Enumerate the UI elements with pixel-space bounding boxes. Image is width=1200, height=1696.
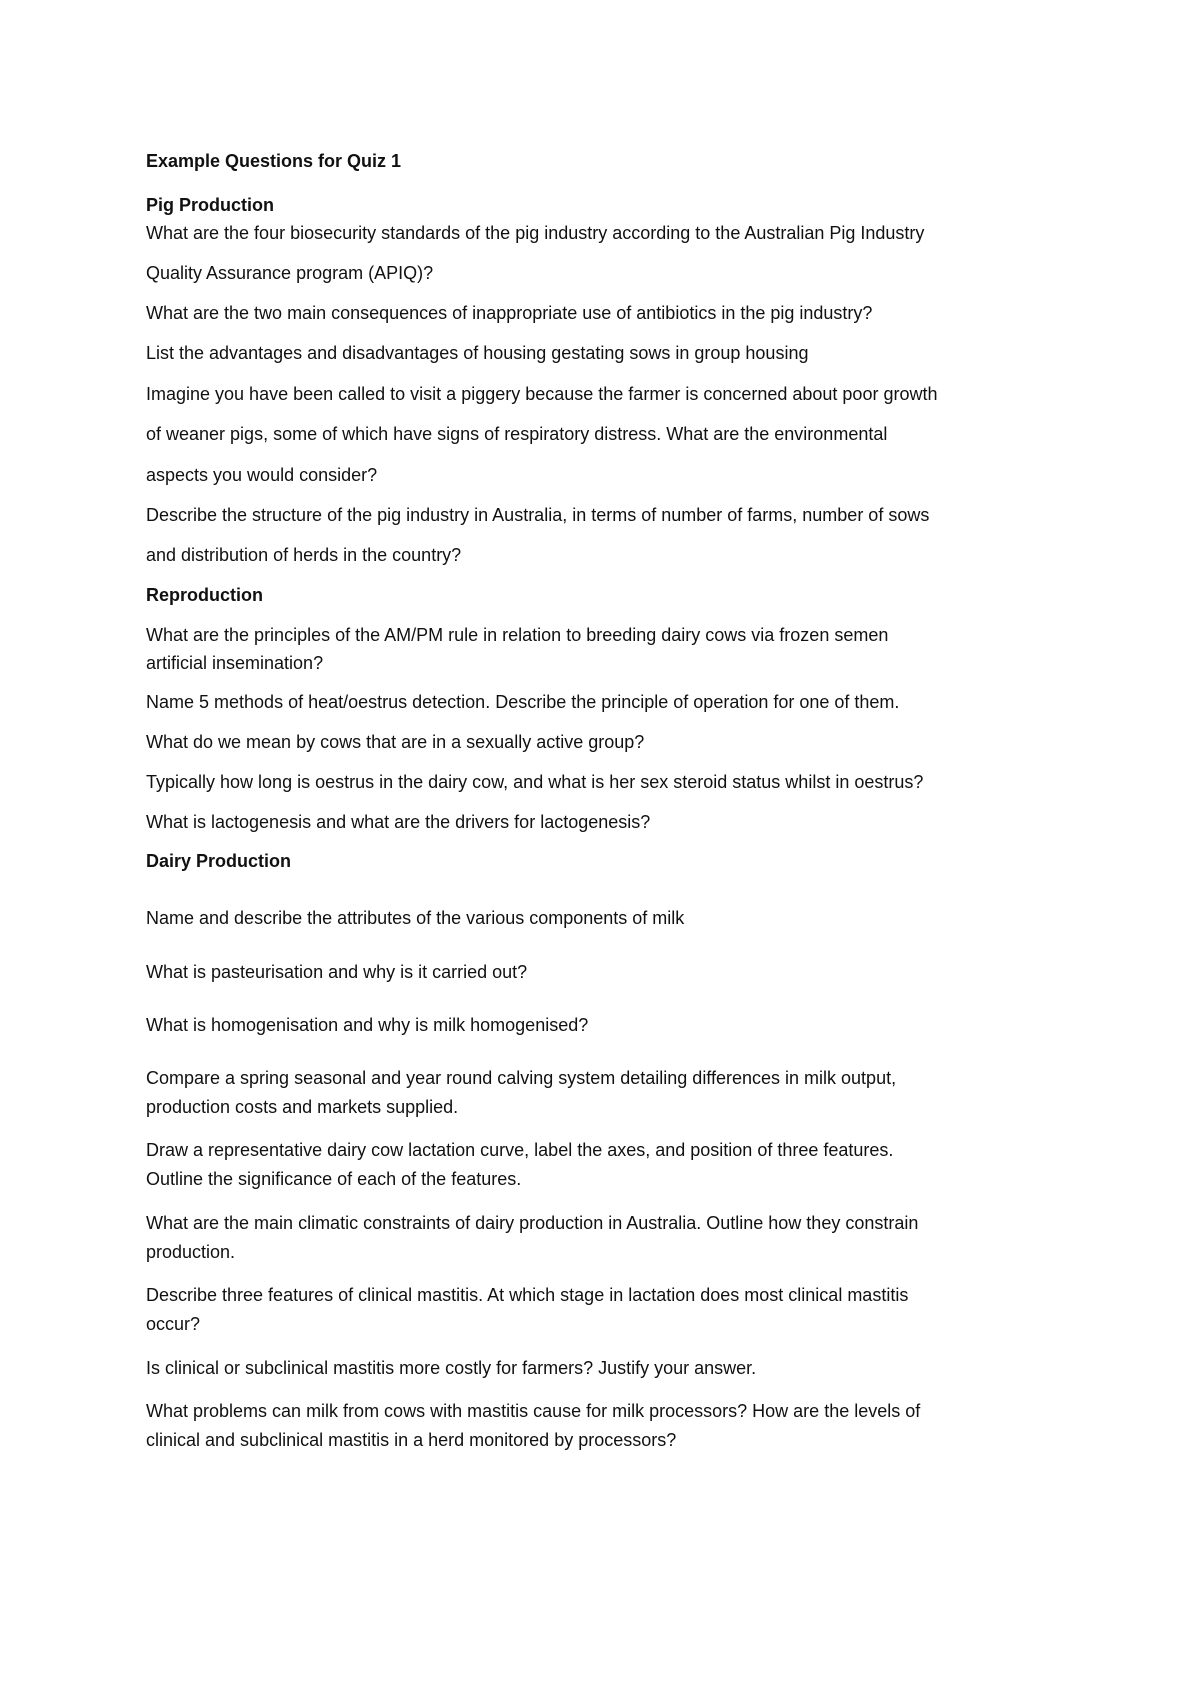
section-heading-reproduction: Reproduction: [146, 585, 263, 605]
question-line: Describe the structure of the pig industry in Australia, in terms of number of farms, number of sows: [146, 505, 930, 525]
question-line: occur?: [146, 1314, 201, 1334]
question-line: What is pasteurisation and why is it carried out?: [146, 962, 528, 982]
question-line: List the advantages and disadvantages of housing gestating sows in group housing: [146, 343, 809, 363]
document-title: Example Questions for Quiz 1: [146, 151, 402, 171]
question-line: Is clinical or subclinical mastitis more costly for farmers? Justify your answer.: [146, 1358, 757, 1378]
question-line: clinical and subclinical mastitis in a herd monitored by processors?: [146, 1430, 677, 1450]
question-line: Name 5 methods of heat/oestrus detection. Describe the principle of operation for one of them.: [146, 692, 900, 712]
question-line: of weaner pigs, some of which have signs of respiratory distress. What are the environmental: [146, 424, 888, 444]
question-line: Draw a representative dairy cow lactation curve, label the axes, and position of three features.: [146, 1140, 894, 1160]
question-line: production.: [146, 1242, 236, 1262]
question-line: production costs and markets supplied.: [146, 1097, 459, 1117]
question-line: artificial insemination?: [146, 653, 324, 673]
question-line: Outline the significance of each of the features.: [146, 1169, 522, 1189]
question-line: What do we mean by cows that are in a sexually active group?: [146, 732, 645, 752]
question-line: Typically how long is oestrus in the dairy cow, and what is her sex steroid status whilst in oestrus?: [146, 772, 924, 792]
question-line: Imagine you have been called to visit a piggery because the farmer is concerned about poor growth: [146, 384, 938, 404]
question-line: What problems can milk from cows with mastitis cause for milk processors? How are the levels of: [146, 1401, 921, 1421]
question-line: What are the two main consequences of inappropriate use of antibiotics in the pig industry?: [146, 303, 873, 323]
question-line: Describe three features of clinical mastitis. At which stage in lactation does most clinical mastitis: [146, 1285, 909, 1305]
question-line: What are the four biosecurity standards of the pig industry according to the Australian Pig Industry: [146, 223, 925, 243]
question-line: and distribution of herds in the country?: [146, 545, 462, 565]
question-line: Compare a spring seasonal and year round calving system detailing differences in milk output,: [146, 1068, 897, 1088]
question-line: What are the principles of the AM/PM rule in relation to breeding dairy cows via frozen semen: [146, 625, 889, 645]
question-line: Quality Assurance program (APIQ)?: [146, 263, 434, 283]
question-line: What is lactogenesis and what are the drivers for lactogenesis?: [146, 812, 651, 832]
section-heading-pig-production: Pig Production: [146, 195, 274, 215]
section-heading-dairy-production: Dairy Production: [146, 851, 292, 871]
question-line: What are the main climatic constraints of dairy production in Australia. Outline how they constrain: [146, 1213, 919, 1233]
question-line: What is homogenisation and why is milk homogenised?: [146, 1015, 589, 1035]
question-line: aspects you would consider?: [146, 465, 378, 485]
question-line: Name and describe the attributes of the various components of milk: [146, 908, 685, 928]
